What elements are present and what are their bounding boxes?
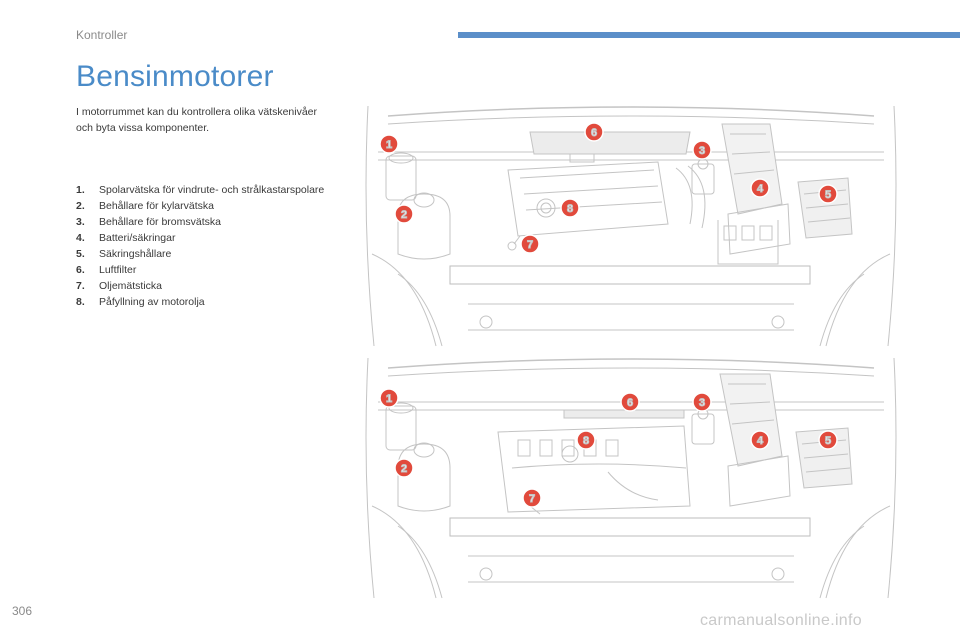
callout-6 <box>621 393 639 411</box>
callout-3 <box>693 393 711 411</box>
legend-number: 7. <box>76 280 85 292</box>
section-label: Kontroller <box>76 28 128 42</box>
callout-label: 6 <box>626 397 634 409</box>
watermark-text: carmanualsonline.info <box>700 612 862 629</box>
engine-bay-illustration-bottom <box>358 356 904 600</box>
legend-item <box>76 294 346 310</box>
callout-6 <box>585 123 603 141</box>
legend-text: Spolarvätska för vindrute- och strålkastarspolare <box>99 184 325 196</box>
legend-item <box>76 278 346 294</box>
legend-item <box>76 262 346 278</box>
callout-label: 4 <box>756 435 764 447</box>
callout-4 <box>751 179 769 197</box>
callout-label: 8 <box>582 435 590 447</box>
callout-label: 1 <box>385 393 393 405</box>
callout-2 <box>395 205 413 223</box>
callout-3 <box>693 141 711 159</box>
callout-1 <box>380 135 398 153</box>
legend-number: 4. <box>76 232 85 244</box>
callout-5 <box>819 185 837 203</box>
callout-1 <box>380 389 398 407</box>
callout-label: 5 <box>824 435 832 447</box>
legend-text: Oljemätsticka <box>99 280 163 292</box>
legend-item <box>76 230 346 246</box>
callout-label: 5 <box>824 189 832 201</box>
legend-text: Batteri/säkringar <box>99 232 176 244</box>
page-title: Bensinmotorer <box>76 60 274 93</box>
legend-number: 5. <box>76 248 85 260</box>
legend-text: Påfyllning av motorolja <box>99 296 205 308</box>
legend-text: Behållare för kylarvätska <box>99 200 214 212</box>
legend-text: Luftfilter <box>99 264 137 276</box>
legend-number: 6. <box>76 264 85 276</box>
legend-item <box>76 182 346 198</box>
legend-number: 3. <box>76 216 85 228</box>
callout-label: 6 <box>590 127 598 139</box>
intro-text: I motorrummet kan du kontrollera olika vätskenivåer och byta vissa komponenter. <box>76 106 318 134</box>
page-number: 306 <box>12 604 33 618</box>
callout-5 <box>819 431 837 449</box>
legend-text: Behållare för bromsvätska <box>99 216 221 228</box>
callout-label: 1 <box>385 139 393 151</box>
callout-7 <box>523 489 541 507</box>
legend-number: 1. <box>76 184 85 196</box>
legend-number: 8. <box>76 296 85 308</box>
callout-label: 3 <box>698 145 706 157</box>
callout-2 <box>395 459 413 477</box>
callout-label: 7 <box>526 239 534 251</box>
section-accent-bar <box>458 32 960 38</box>
callout-label: 2 <box>400 463 408 475</box>
callout-8 <box>561 199 579 217</box>
callout-label: 2 <box>400 209 408 221</box>
callout-7 <box>521 235 539 253</box>
component-legend <box>76 182 346 310</box>
callout-label: 3 <box>698 397 706 409</box>
legend-item <box>76 214 346 230</box>
legend-item <box>76 198 346 214</box>
legend-text: Säkringshållare <box>99 248 172 260</box>
callout-4 <box>751 431 769 449</box>
callout-label: 8 <box>566 203 574 215</box>
legend-item <box>76 246 346 262</box>
callout-8 <box>577 431 595 449</box>
engine-bay-illustration-top <box>358 104 904 348</box>
callout-label: 4 <box>756 183 764 195</box>
engine-bay-drawing <box>366 106 896 346</box>
callout-label: 7 <box>528 493 536 505</box>
legend-number: 2. <box>76 200 85 212</box>
